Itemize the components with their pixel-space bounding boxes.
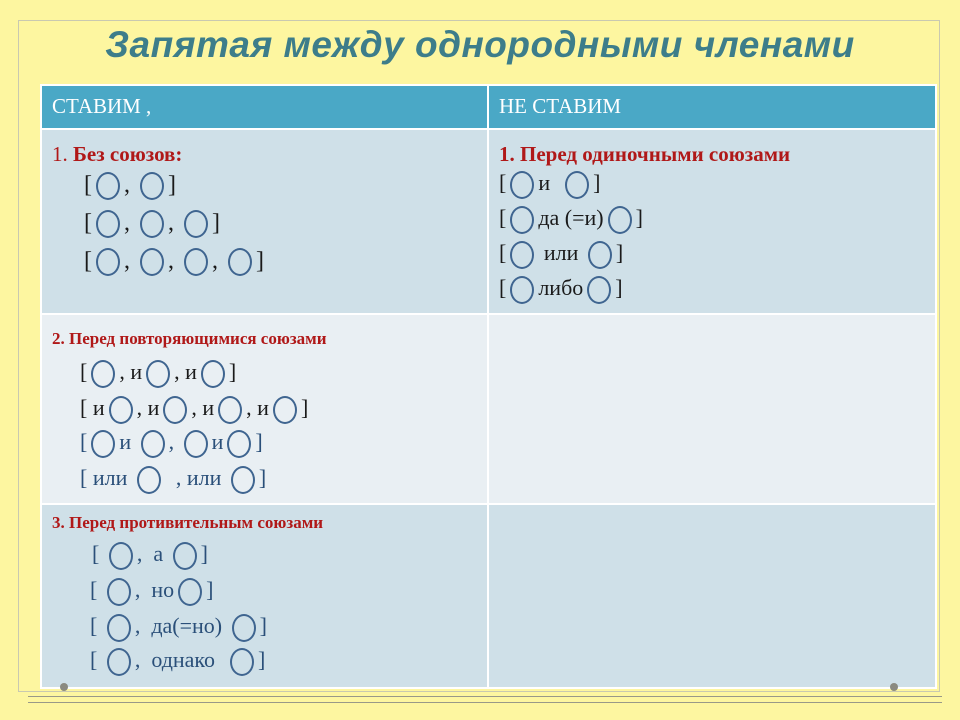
circle-icon: [510, 206, 534, 234]
circle-icon: [178, 578, 202, 606]
circle-icon: [510, 276, 534, 304]
pattern-line: [ , а ]: [92, 541, 208, 570]
circle-icon: [107, 614, 131, 642]
circle-icon: [163, 396, 187, 424]
circle-icon: [96, 172, 120, 200]
header-stavim: СТАВИМ ,: [41, 85, 488, 129]
circle-icon: [510, 171, 534, 199]
pattern-line: [ и ]: [499, 170, 600, 199]
pattern-line: [ или ]: [499, 240, 623, 269]
footer-divider: [28, 702, 942, 703]
circle-icon: [184, 210, 208, 238]
section2-heading: 2. Перед повторяющимися союзами: [52, 329, 327, 348]
circle-icon: [140, 210, 164, 238]
pattern-line: [ , и , и ]: [80, 359, 236, 388]
section3-heading: 3. Перед противительным союзами: [52, 513, 324, 532]
cell-right-3-empty: [488, 504, 936, 688]
circle-icon: [173, 542, 197, 570]
pattern-line: [ , , ]: [84, 210, 220, 238]
circle-icon: [231, 466, 255, 494]
cell-left-1: [41, 129, 488, 314]
circle-icon: [273, 396, 297, 424]
circle-icon: [96, 210, 120, 238]
row-adversative-conjunctions: [41, 504, 936, 688]
circle-icon: [141, 430, 165, 458]
pattern-line: [ , но ]: [90, 577, 213, 606]
circle-icon: [230, 648, 254, 676]
pattern-line: [ и , и , и , и ]: [80, 395, 308, 424]
row-repeated-conjunctions: [41, 314, 936, 504]
pattern-line: [ , да(=но) ]: [90, 613, 267, 642]
circle-icon: [232, 614, 256, 642]
footer-dot: [60, 683, 68, 691]
pattern-line: [ да (=и) ]: [499, 205, 643, 234]
footer-dot: [890, 683, 898, 691]
circle-icon: [140, 172, 164, 200]
circle-icon: [184, 430, 208, 458]
circle-icon: [228, 248, 252, 276]
cell-right-2-empty: [488, 314, 936, 504]
circle-icon: [608, 206, 632, 234]
header-row: [41, 85, 936, 129]
circle-icon: [510, 241, 534, 269]
circle-icon: [184, 248, 208, 276]
comma-rules-table: [40, 84, 937, 689]
pattern-line: [ , ]: [84, 172, 176, 200]
right1-heading: 1. Перед одиночными союзами: [499, 142, 791, 166]
circle-icon: [146, 360, 170, 388]
pattern-line: [ , однако ]: [90, 647, 265, 676]
cell-left-3: [41, 504, 488, 688]
cell-left-2: [41, 314, 488, 504]
circle-icon: [107, 648, 131, 676]
circle-icon: [227, 430, 251, 458]
header-ne-stavim: НЕ СТАВИМ: [488, 85, 936, 129]
circle-icon: [587, 276, 611, 304]
section1-heading: 1. Без союзов:: [52, 142, 183, 166]
circle-icon: [96, 248, 120, 276]
pattern-line: [ либо ]: [499, 275, 623, 304]
circle-icon: [140, 248, 164, 276]
circle-icon: [565, 171, 589, 199]
circle-icon: [109, 542, 133, 570]
circle-icon: [201, 360, 225, 388]
circle-icon: [91, 360, 115, 388]
pattern-line: [ , , , ]: [84, 248, 264, 276]
pattern-line: [ или , или ]: [80, 465, 266, 494]
cell-right-1: [488, 129, 936, 314]
circle-icon: [137, 466, 161, 494]
footer-divider: [28, 696, 942, 697]
circle-icon: [588, 241, 612, 269]
pattern-line: [ и , и ]: [80, 429, 263, 458]
circle-icon: [107, 578, 131, 606]
circle-icon: [91, 430, 115, 458]
circle-icon: [109, 396, 133, 424]
slide-title: Запятая между однородными членами: [105, 24, 855, 65]
circle-icon: [218, 396, 242, 424]
row-without-conjunctions: [41, 129, 936, 314]
